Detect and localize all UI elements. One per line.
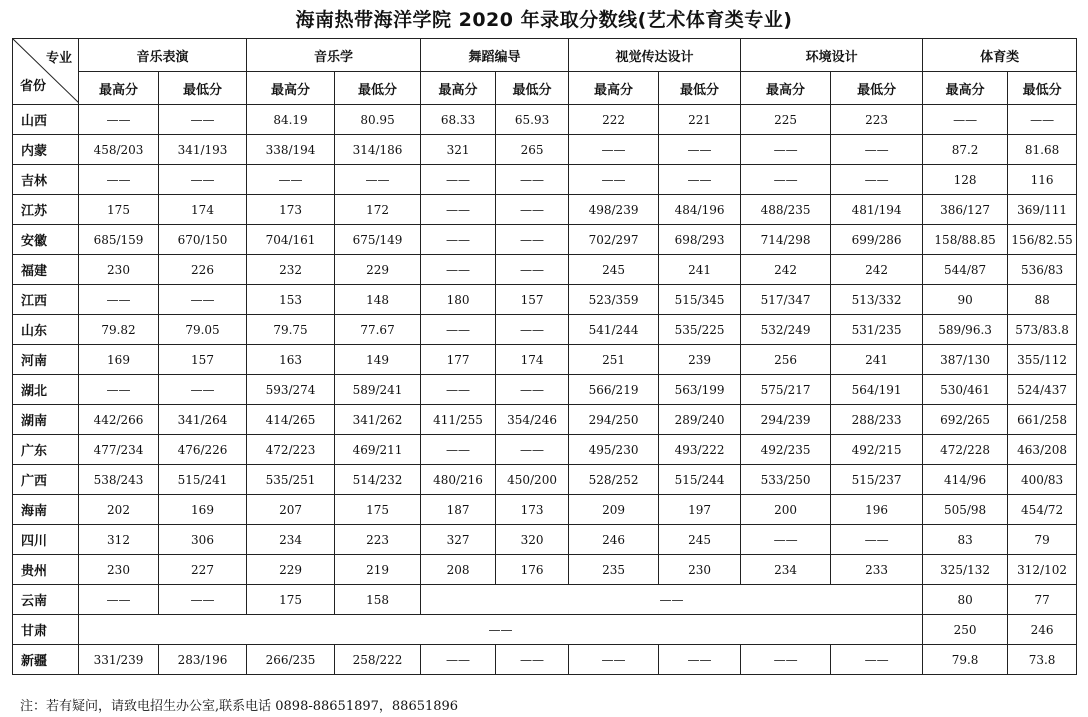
score-cell: 169 [159, 495, 247, 525]
score-cell: 219 [335, 555, 421, 585]
score-cell: 564/191 [831, 375, 923, 405]
score-cell: 294/250 [569, 405, 659, 435]
score-cell: 541/244 [569, 315, 659, 345]
score-cell: 83 [923, 525, 1008, 555]
score-cell: —— [247, 165, 335, 195]
score-cell: 341/193 [159, 135, 247, 165]
score-cell: —— [421, 195, 496, 225]
score-cell: —— [159, 105, 247, 135]
score-cell: 535/251 [247, 465, 335, 495]
score-cell: —— [335, 165, 421, 195]
table-row [13, 255, 1077, 285]
score-cell: —— [496, 255, 569, 285]
score-cell: 492/215 [831, 435, 923, 465]
score-cell: 242 [831, 255, 923, 285]
province-cell: 福建 [13, 255, 79, 285]
score-cell: 235 [569, 555, 659, 585]
table-row [13, 315, 1077, 345]
score-cell: 670/150 [159, 225, 247, 255]
score-cell: 148 [335, 285, 421, 315]
score-cell: 480/216 [421, 465, 496, 495]
max-score-header: 最高分 [923, 72, 1008, 105]
score-cell: 463/208 [1008, 435, 1077, 465]
score-cell: —— [421, 255, 496, 285]
score-cell: 222 [569, 105, 659, 135]
score-cell: 65.93 [496, 105, 569, 135]
score-cell: —— [79, 585, 159, 615]
score-cell: 200 [741, 495, 831, 525]
score-cell: 354/246 [496, 405, 569, 435]
score-cell: —— [79, 375, 159, 405]
score-cell: 533/250 [741, 465, 831, 495]
score-cell: 169 [79, 345, 159, 375]
score-cell: 341/262 [335, 405, 421, 435]
score-cell: 239 [659, 345, 741, 375]
score-cell: 234 [741, 555, 831, 585]
score-cell: —— [741, 645, 831, 675]
major-header: 音乐表演 [79, 39, 247, 72]
score-cell: 314/186 [335, 135, 421, 165]
major-header: 视觉传达设计 [569, 39, 741, 72]
score-cell: 226 [159, 255, 247, 285]
merged-score-cell: —— [421, 585, 923, 615]
score-cell: 450/200 [496, 465, 569, 495]
score-cell: —— [923, 105, 1008, 135]
province-cell: 广东 [13, 435, 79, 465]
min-score-header: 最低分 [335, 72, 421, 105]
table-row [13, 465, 1077, 495]
score-cell: 477/234 [79, 435, 159, 465]
score-cell: 79.8 [923, 645, 1008, 675]
score-cell: 515/244 [659, 465, 741, 495]
score-cell: 338/194 [247, 135, 335, 165]
score-cell: 232 [247, 255, 335, 285]
score-cell: 589/96.3 [923, 315, 1008, 345]
table-row [13, 195, 1077, 225]
score-cell: —— [79, 165, 159, 195]
score-cell: —— [79, 285, 159, 315]
score-cell: 327 [421, 525, 496, 555]
score-cell: 593/274 [247, 375, 335, 405]
score-cell: 484/196 [659, 195, 741, 225]
score-cell: 312 [79, 525, 159, 555]
score-cell: 79.82 [79, 315, 159, 345]
province-cell: 广西 [13, 465, 79, 495]
score-cell: 221 [659, 105, 741, 135]
score-cell: 80 [923, 585, 1008, 615]
score-cell: 325/132 [923, 555, 1008, 585]
score-cell: 241 [659, 255, 741, 285]
score-cell: —— [421, 225, 496, 255]
corner-header-cell [13, 39, 79, 105]
score-cell: 472/223 [247, 435, 335, 465]
score-cell: 229 [247, 555, 335, 585]
score-cell: —— [159, 375, 247, 405]
table-row [13, 405, 1077, 435]
score-cell: 536/83 [1008, 255, 1077, 285]
score-cell: 116 [1008, 165, 1077, 195]
score-cell: 258/222 [335, 645, 421, 675]
score-cell: 535/225 [659, 315, 741, 345]
score-cell: —— [79, 105, 159, 135]
score-cell: 573/83.8 [1008, 315, 1077, 345]
score-cell: 174 [496, 345, 569, 375]
min-score-header: 最低分 [496, 72, 569, 105]
score-cell: 698/293 [659, 225, 741, 255]
score-cell: 180 [421, 285, 496, 315]
score-cell: —— [159, 585, 247, 615]
score-cell: 476/226 [159, 435, 247, 465]
score-cell: 207 [247, 495, 335, 525]
score-cell: —— [159, 165, 247, 195]
score-cell: —— [496, 165, 569, 195]
max-score-header: 最高分 [247, 72, 335, 105]
score-cell: 79.75 [247, 315, 335, 345]
score-cell: 493/222 [659, 435, 741, 465]
province-cell: 甘肃 [13, 615, 79, 645]
score-cell: 685/159 [79, 225, 159, 255]
table-row [13, 585, 1077, 615]
province-cell: 吉林 [13, 165, 79, 195]
score-cell: 575/217 [741, 375, 831, 405]
score-cell: —— [741, 135, 831, 165]
score-cell: 175 [79, 195, 159, 225]
province-cell: 海南 [13, 495, 79, 525]
score-cell: 400/83 [1008, 465, 1077, 495]
max-score-header: 最高分 [79, 72, 159, 105]
score-cell: 233 [831, 555, 923, 585]
score-cell: 157 [159, 345, 247, 375]
province-cell: 河南 [13, 345, 79, 375]
score-cell: 256 [741, 345, 831, 375]
score-cell: —— [831, 135, 923, 165]
score-cell: 173 [496, 495, 569, 525]
score-cell: 387/130 [923, 345, 1008, 375]
score-cell: 692/265 [923, 405, 1008, 435]
score-cell: —— [831, 645, 923, 675]
score-cell: 531/235 [831, 315, 923, 345]
score-cell: 704/161 [247, 225, 335, 255]
min-score-header: 最低分 [1008, 72, 1077, 105]
score-cell: 266/235 [247, 645, 335, 675]
score-cell: —— [496, 375, 569, 405]
score-cell: 246 [569, 525, 659, 555]
province-cell: 湖北 [13, 375, 79, 405]
score-cell: 242 [741, 255, 831, 285]
score-cell: 294/239 [741, 405, 831, 435]
score-cell: 530/461 [923, 375, 1008, 405]
score-cell: 88 [1008, 285, 1077, 315]
score-cell: 241 [831, 345, 923, 375]
score-cell: 505/98 [923, 495, 1008, 525]
province-cell: 云南 [13, 585, 79, 615]
score-cell: 458/203 [79, 135, 159, 165]
province-cell: 四川 [13, 525, 79, 555]
score-cell: 230 [79, 555, 159, 585]
score-cell: 544/87 [923, 255, 1008, 285]
score-cell: 174 [159, 195, 247, 225]
score-cell: 414/265 [247, 405, 335, 435]
table-row [13, 615, 1077, 645]
score-cell: —— [421, 645, 496, 675]
score-cell: 187 [421, 495, 496, 525]
province-cell: 安徽 [13, 225, 79, 255]
score-cell: —— [659, 645, 741, 675]
max-score-header: 最高分 [741, 72, 831, 105]
province-cell: 山东 [13, 315, 79, 345]
score-cell: 90 [923, 285, 1008, 315]
score-cell: 702/297 [569, 225, 659, 255]
score-cell: 208 [421, 555, 496, 585]
score-cell: 176 [496, 555, 569, 585]
score-cell: 80.95 [335, 105, 421, 135]
max-score-header: 最高分 [421, 72, 496, 105]
province-cell: 贵州 [13, 555, 79, 585]
score-cell: 156/82.55 [1008, 225, 1077, 255]
score-cell: —— [569, 135, 659, 165]
score-cell: 528/252 [569, 465, 659, 495]
score-cell: 202 [79, 495, 159, 525]
table-row [13, 645, 1077, 675]
score-cell: —— [421, 435, 496, 465]
score-cell: —— [1008, 105, 1077, 135]
score-cell: 175 [335, 495, 421, 525]
score-cell: 472/228 [923, 435, 1008, 465]
score-cell: 488/235 [741, 195, 831, 225]
min-score-header: 最低分 [159, 72, 247, 105]
score-cell: 341/264 [159, 405, 247, 435]
score-cell: 563/199 [659, 375, 741, 405]
score-cell: —— [659, 165, 741, 195]
score-cell: 524/437 [1008, 375, 1077, 405]
score-cell: 223 [335, 525, 421, 555]
score-cell: 498/239 [569, 195, 659, 225]
score-cell: 265 [496, 135, 569, 165]
score-cell: 288/233 [831, 405, 923, 435]
score-cell: 481/194 [831, 195, 923, 225]
score-cell: 514/232 [335, 465, 421, 495]
score-cell: —— [741, 165, 831, 195]
score-cell: 523/359 [569, 285, 659, 315]
score-cell: 589/241 [335, 375, 421, 405]
score-cell: 225 [741, 105, 831, 135]
score-cell: 250 [923, 615, 1008, 645]
score-cell: 230 [659, 555, 741, 585]
score-cell: 566/219 [569, 375, 659, 405]
table-row [13, 165, 1077, 195]
score-cell: 331/239 [79, 645, 159, 675]
score-cell: 517/347 [741, 285, 831, 315]
province-cell: 山西 [13, 105, 79, 135]
score-cell: 355/112 [1008, 345, 1077, 375]
score-cell: 209 [569, 495, 659, 525]
score-cell: 538/243 [79, 465, 159, 495]
score-cell: —— [569, 645, 659, 675]
score-cell: 283/196 [159, 645, 247, 675]
score-cell: 173 [247, 195, 335, 225]
score-cell: —— [659, 135, 741, 165]
score-cell: —— [421, 375, 496, 405]
score-cell: 411/255 [421, 405, 496, 435]
score-cell: 172 [335, 195, 421, 225]
major-header: 音乐学 [247, 39, 421, 72]
score-cell: 492/235 [741, 435, 831, 465]
score-cell: 81.68 [1008, 135, 1077, 165]
score-cell: 454/72 [1008, 495, 1077, 525]
score-cell: 386/127 [923, 195, 1008, 225]
score-cell: 246 [1008, 615, 1077, 645]
score-cell: 442/266 [79, 405, 159, 435]
score-cell: 369/111 [1008, 195, 1077, 225]
score-cell: 128 [923, 165, 1008, 195]
score-cell: 79 [1008, 525, 1077, 555]
score-cell: 158 [335, 585, 421, 615]
province-cell: 新疆 [13, 645, 79, 675]
major-header: 体育类 [923, 39, 1077, 72]
score-cell: 153 [247, 285, 335, 315]
page-title: 海南热带海洋学院 2020 年录取分数线(艺术体育类专业) [295, 9, 793, 31]
score-cell: 177 [421, 345, 496, 375]
major-header: 环境设计 [741, 39, 923, 72]
score-cell: 230 [79, 255, 159, 285]
score-cell: 229 [335, 255, 421, 285]
score-cell: 68.33 [421, 105, 496, 135]
province-cell: 内蒙 [13, 135, 79, 165]
score-cell: —— [831, 525, 923, 555]
score-cell: 469/211 [335, 435, 421, 465]
score-cell: 196 [831, 495, 923, 525]
score-cell: —— [741, 525, 831, 555]
score-cell: 289/240 [659, 405, 741, 435]
table-row [13, 525, 1077, 555]
table-row [13, 375, 1077, 405]
merged-score-cell: —— [79, 615, 923, 645]
score-cell: 532/249 [741, 315, 831, 345]
score-cell: 661/258 [1008, 405, 1077, 435]
min-score-header: 最低分 [659, 72, 741, 105]
score-cell: 197 [659, 495, 741, 525]
score-cell: 79.05 [159, 315, 247, 345]
province-cell: 江西 [13, 285, 79, 315]
table-row [13, 135, 1077, 165]
table-row [13, 225, 1077, 255]
score-cell: 513/332 [831, 285, 923, 315]
score-cell: 149 [335, 345, 421, 375]
score-cell: 84.19 [247, 105, 335, 135]
score-cell: 515/345 [659, 285, 741, 315]
table-row [13, 105, 1077, 135]
table-row [13, 345, 1077, 375]
score-cell: —— [421, 165, 496, 195]
score-cell: 714/298 [741, 225, 831, 255]
province-cell: 湖南 [13, 405, 79, 435]
table-row [13, 495, 1077, 525]
corner-label-major: 专业 [45, 51, 72, 66]
score-cell: 312/102 [1008, 555, 1077, 585]
score-cell: 175 [247, 585, 335, 615]
score-cell: —— [831, 165, 923, 195]
score-cell: —— [421, 315, 496, 345]
score-cell: 515/241 [159, 465, 247, 495]
min-score-header: 最低分 [831, 72, 923, 105]
score-cell: 251 [569, 345, 659, 375]
score-cell: 234 [247, 525, 335, 555]
table-row [13, 435, 1077, 465]
admission-score-table [12, 38, 1077, 675]
score-cell: —— [496, 225, 569, 255]
score-cell: 158/88.85 [923, 225, 1008, 255]
score-cell: 675/149 [335, 225, 421, 255]
score-cell: 306 [159, 525, 247, 555]
score-cell: —— [496, 315, 569, 345]
score-cell: 163 [247, 345, 335, 375]
score-cell: —— [159, 285, 247, 315]
score-cell: 223 [831, 105, 923, 135]
score-cell: 699/286 [831, 225, 923, 255]
score-cell: 515/237 [831, 465, 923, 495]
score-cell: 495/230 [569, 435, 659, 465]
score-cell: 73.8 [1008, 645, 1077, 675]
score-cell: 157 [496, 285, 569, 315]
major-header: 舞蹈编导 [421, 39, 569, 72]
score-cell: 414/96 [923, 465, 1008, 495]
score-cell: 77.67 [335, 315, 421, 345]
score-cell: 245 [569, 255, 659, 285]
score-cell: 245 [659, 525, 741, 555]
score-cell: —— [569, 165, 659, 195]
score-cell: —— [496, 645, 569, 675]
footnote: 注：若有疑问，请致电招生办公室,联系电话 0898-88651897，88651896 [20, 699, 459, 714]
score-cell: —— [496, 435, 569, 465]
max-score-header: 最高分 [569, 72, 659, 105]
score-cell: 320 [496, 525, 569, 555]
table-row [13, 555, 1077, 585]
score-cell: 227 [159, 555, 247, 585]
province-cell: 江苏 [13, 195, 79, 225]
score-cell: 321 [421, 135, 496, 165]
table-row [13, 285, 1077, 315]
score-cell: 87.2 [923, 135, 1008, 165]
score-cell: 77 [1008, 585, 1077, 615]
score-cell: —— [496, 195, 569, 225]
corner-label-province: 省份 [20, 79, 47, 94]
